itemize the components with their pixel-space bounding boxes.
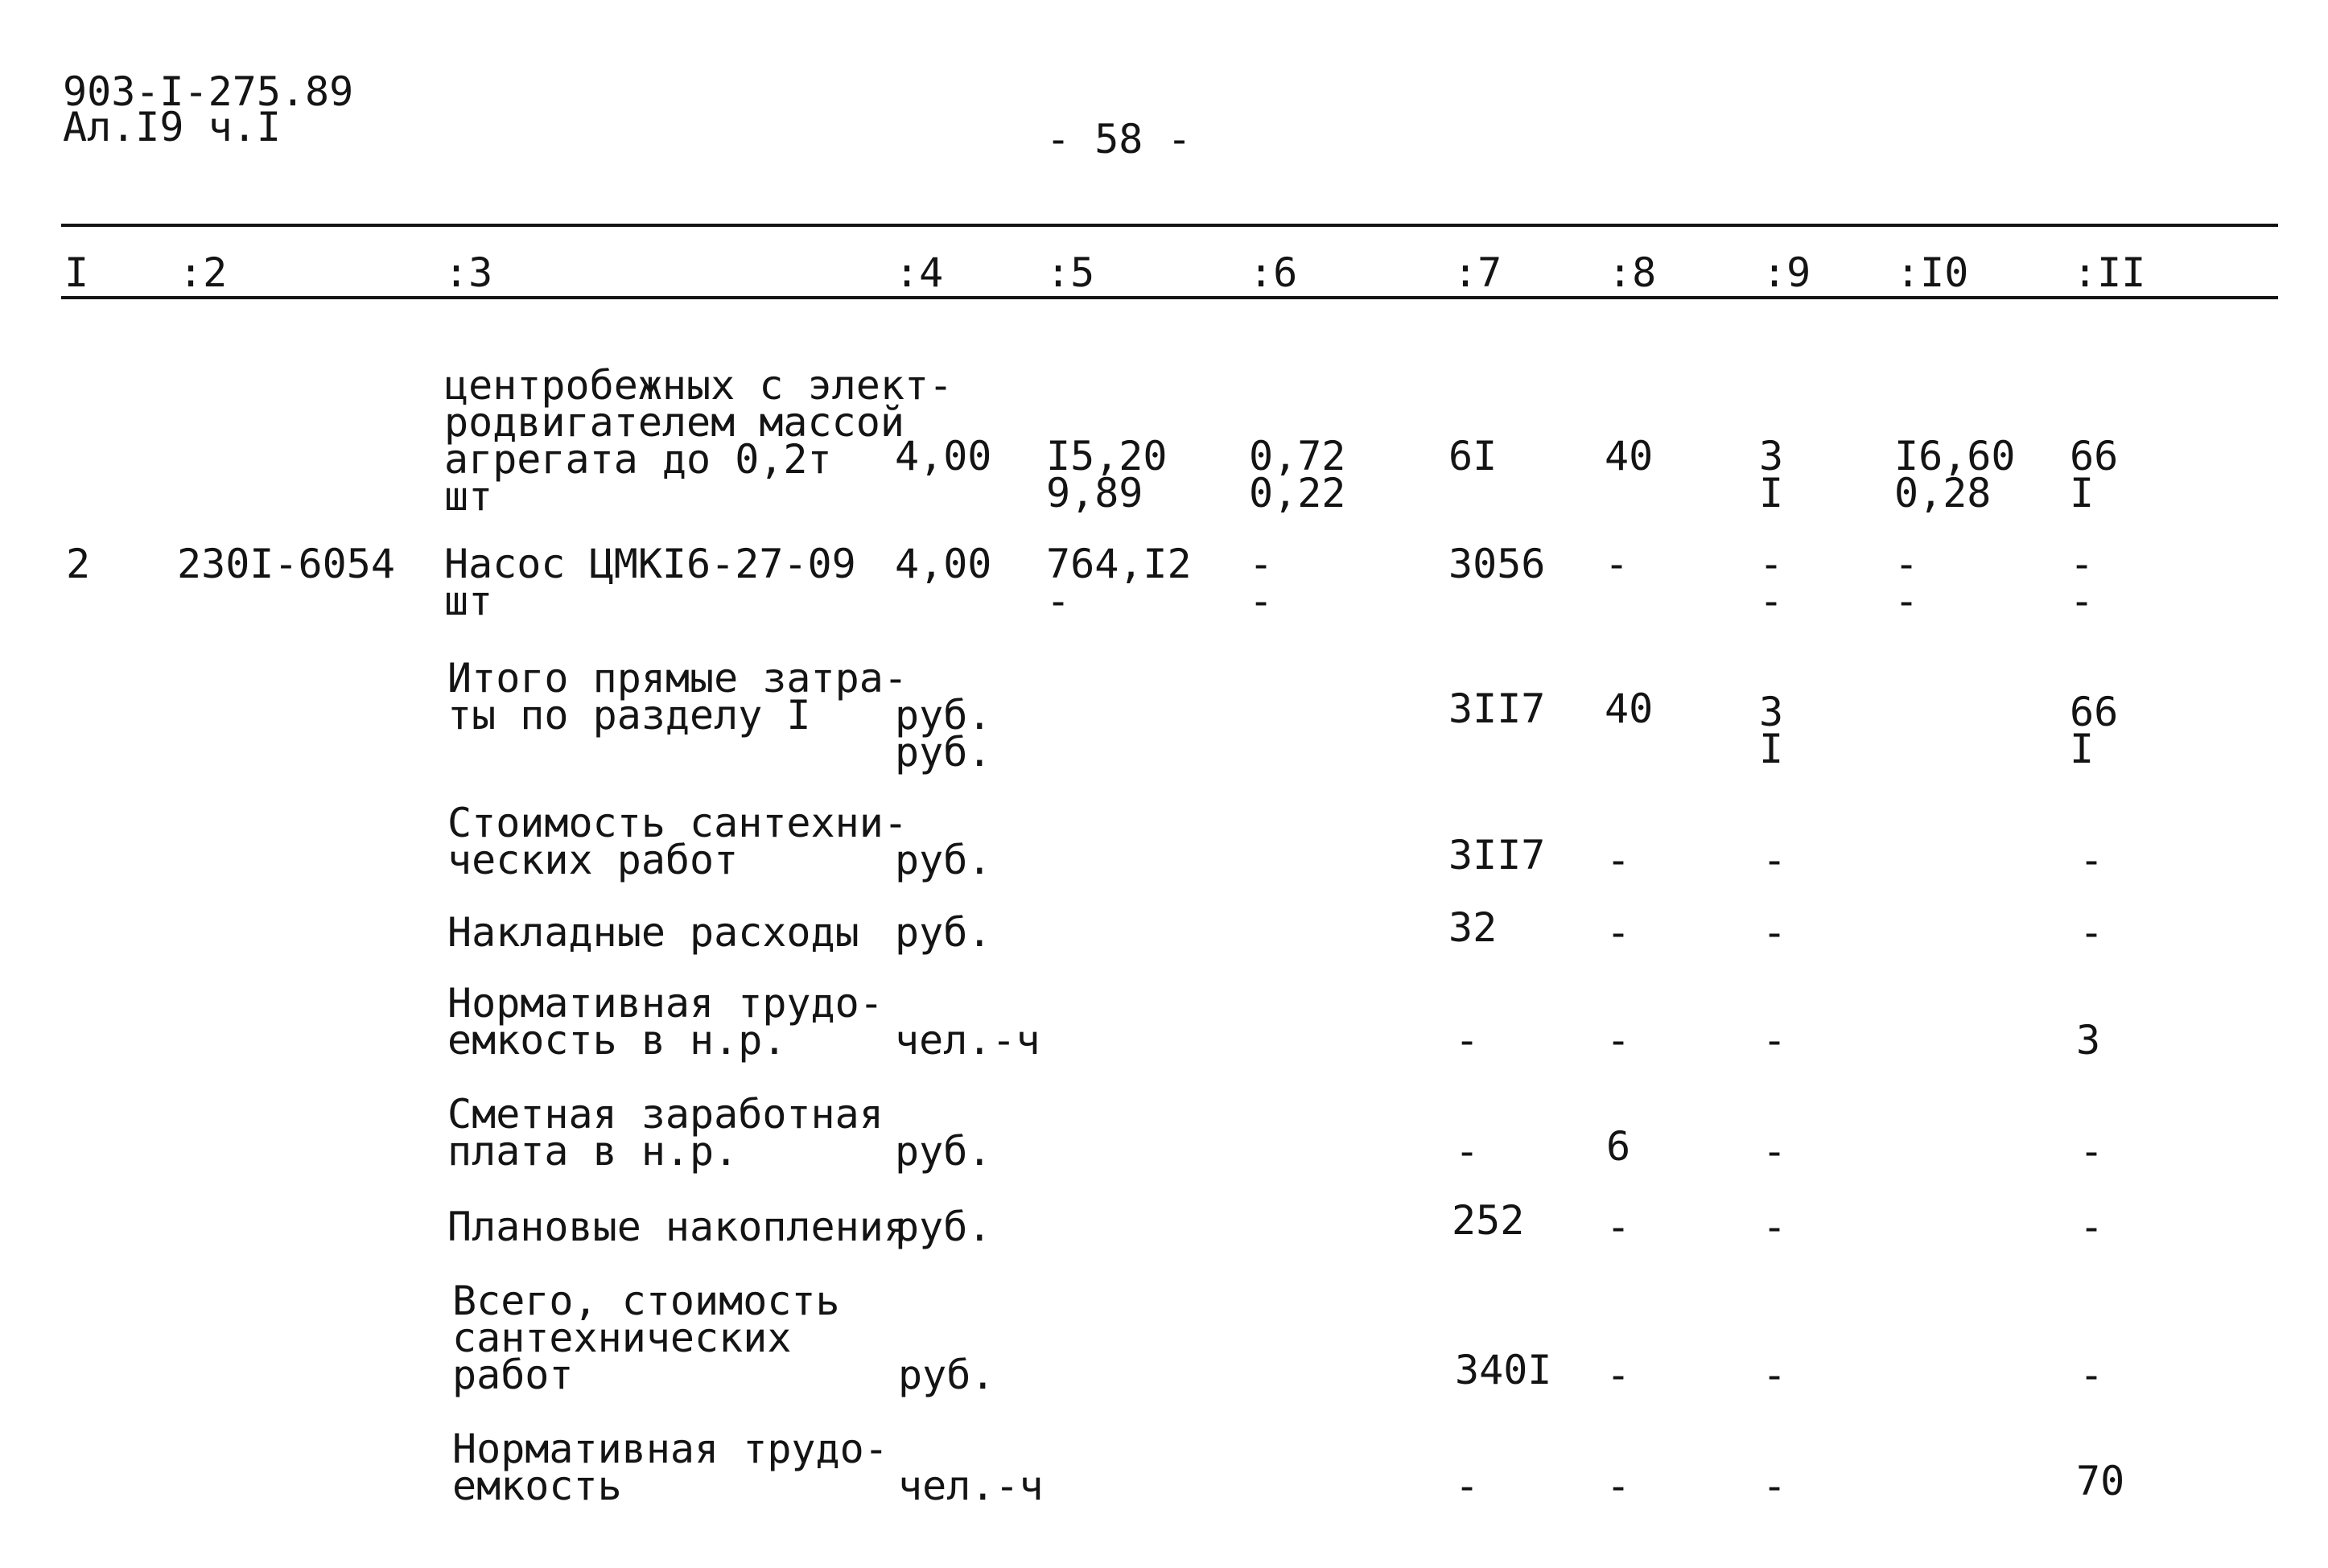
row-9-c7: - — [1455, 1463, 1480, 1509]
row-8-c8: - — [1606, 1352, 1631, 1398]
row-9-c11: 70 — [2076, 1458, 2125, 1504]
row-6-c9: - — [1762, 1128, 1787, 1175]
row-9-c9: - — [1762, 1463, 1787, 1509]
row-2-c4: руб. руб. — [895, 692, 992, 776]
row-0-c9: 3 I — [1759, 433, 1784, 516]
row-8-c9: - — [1762, 1352, 1787, 1398]
row-0-c10: I6,60 0,28 — [1894, 433, 2016, 516]
row-5-c9: - — [1762, 1017, 1787, 1064]
row-0-c6: 0,72 0,22 — [1249, 433, 1346, 516]
row-1-num: 2 — [66, 541, 91, 587]
row-1-desc: Насос ЦМКI6-27-09 шт — [444, 541, 856, 624]
row-0-c4: 4,00 — [895, 433, 992, 479]
row-1-c6: - - — [1249, 541, 1274, 624]
row-7-c8: - — [1606, 1204, 1631, 1250]
row-3-desc: Стоимость сантехни- ческих работ — [447, 800, 908, 883]
album-ref: Ал.I9 ч.I — [63, 104, 281, 150]
row-7-c4: руб. — [895, 1204, 992, 1250]
row-6-c8: 6 — [1606, 1123, 1631, 1170]
row-3-c9: - — [1762, 837, 1787, 883]
row-8-c7: 340I — [1455, 1347, 1552, 1393]
row-1-code: 230I-6054 — [177, 541, 395, 587]
row-1-c8: - — [1605, 541, 1630, 587]
row-1-c11: - - — [2070, 541, 2095, 624]
row-6-desc: Сметная заработная плата в н.р. — [447, 1091, 884, 1175]
row-5-c8: - — [1606, 1017, 1631, 1064]
row-4-c9: - — [1762, 909, 1787, 956]
row-9-c8: - — [1606, 1463, 1631, 1509]
row-3-c8: - — [1606, 837, 1631, 883]
row-2-c7: 3II7 — [1448, 685, 1546, 732]
col-header-1: I — [64, 249, 89, 296]
row-7-c11: - — [2079, 1204, 2104, 1250]
row-4-c7: 32 — [1448, 904, 1498, 951]
row-2-desc: Итого прямые затра- ты по разделу I — [447, 655, 908, 739]
row-6-c7: - — [1455, 1128, 1480, 1175]
row-6-c11: - — [2079, 1128, 2104, 1175]
row-5-c11: 3 — [2076, 1017, 2101, 1064]
row-3-c7: 3II7 — [1448, 832, 1546, 879]
row-4-c11: - — [2079, 909, 2104, 956]
row-6-c4: руб. — [895, 1128, 992, 1175]
row-0-c5: I5,20 9,89 — [1046, 433, 1168, 516]
row-7-desc: Плановые накопления — [447, 1204, 908, 1250]
col-header-6: :6 — [1249, 249, 1298, 296]
col-header-2: :2 — [179, 249, 228, 296]
col-header-8: :8 — [1608, 249, 1657, 296]
col-header-4: :4 — [895, 249, 944, 296]
row-5-c7: - — [1455, 1017, 1480, 1064]
row-0-desc: центробежных с элект- родвигателем массой агрегата до 0,2т шт — [444, 362, 954, 520]
row-0-c11: 66 I — [2070, 433, 2119, 516]
row-2-c8: 40 — [1605, 685, 1654, 732]
row-1-c4: 4,00 — [895, 541, 992, 587]
row-4-desc: Накладные расходы — [447, 909, 859, 956]
row-8-c4: руб. — [898, 1352, 995, 1398]
row-5-desc: Нормативная трудо- емкость в н.р. — [447, 980, 884, 1064]
row-9-c4: чел.-ч — [898, 1463, 1044, 1509]
table-top-rule — [61, 224, 2278, 227]
row-9-desc: Нормативная трудо- емкость — [452, 1426, 888, 1509]
col-header-11: :II — [2073, 249, 2146, 296]
row-4-c8: - — [1606, 909, 1631, 956]
col-header-10: :I0 — [1896, 249, 1969, 296]
row-4-c4: руб. — [895, 909, 992, 956]
page-number: - 58 - — [1046, 116, 1192, 163]
table-header-rule — [61, 296, 2278, 299]
row-2-c9: 3 I — [1759, 689, 1784, 772]
row-3-c4: руб. — [895, 837, 992, 883]
col-header-5: :5 — [1046, 249, 1095, 296]
row-3-c11: - — [2079, 837, 2104, 883]
col-header-9: :9 — [1762, 249, 1811, 296]
row-1-c9: - - — [1759, 541, 1784, 624]
row-0-c8: 40 — [1605, 433, 1654, 479]
row-7-c7: 252 — [1452, 1197, 1525, 1244]
row-1-c5: 764,I2 - — [1046, 541, 1192, 624]
row-2-c11: 66 I — [2070, 689, 2119, 772]
doc-code: 903-I-275.89 — [63, 68, 354, 115]
row-8-desc: Всего, стоимость сантехнических работ — [452, 1278, 840, 1398]
row-1-c10: - - — [1894, 541, 1919, 624]
row-8-c11: - — [2079, 1352, 2104, 1398]
col-header-3: :3 — [444, 249, 493, 296]
col-header-7: :7 — [1453, 249, 1502, 296]
row-5-c4: чел.-ч — [895, 1017, 1040, 1064]
row-1-c7: 3056 — [1448, 541, 1546, 587]
row-7-c9: - — [1762, 1204, 1787, 1250]
row-0-c7: 6I — [1448, 433, 1498, 479]
